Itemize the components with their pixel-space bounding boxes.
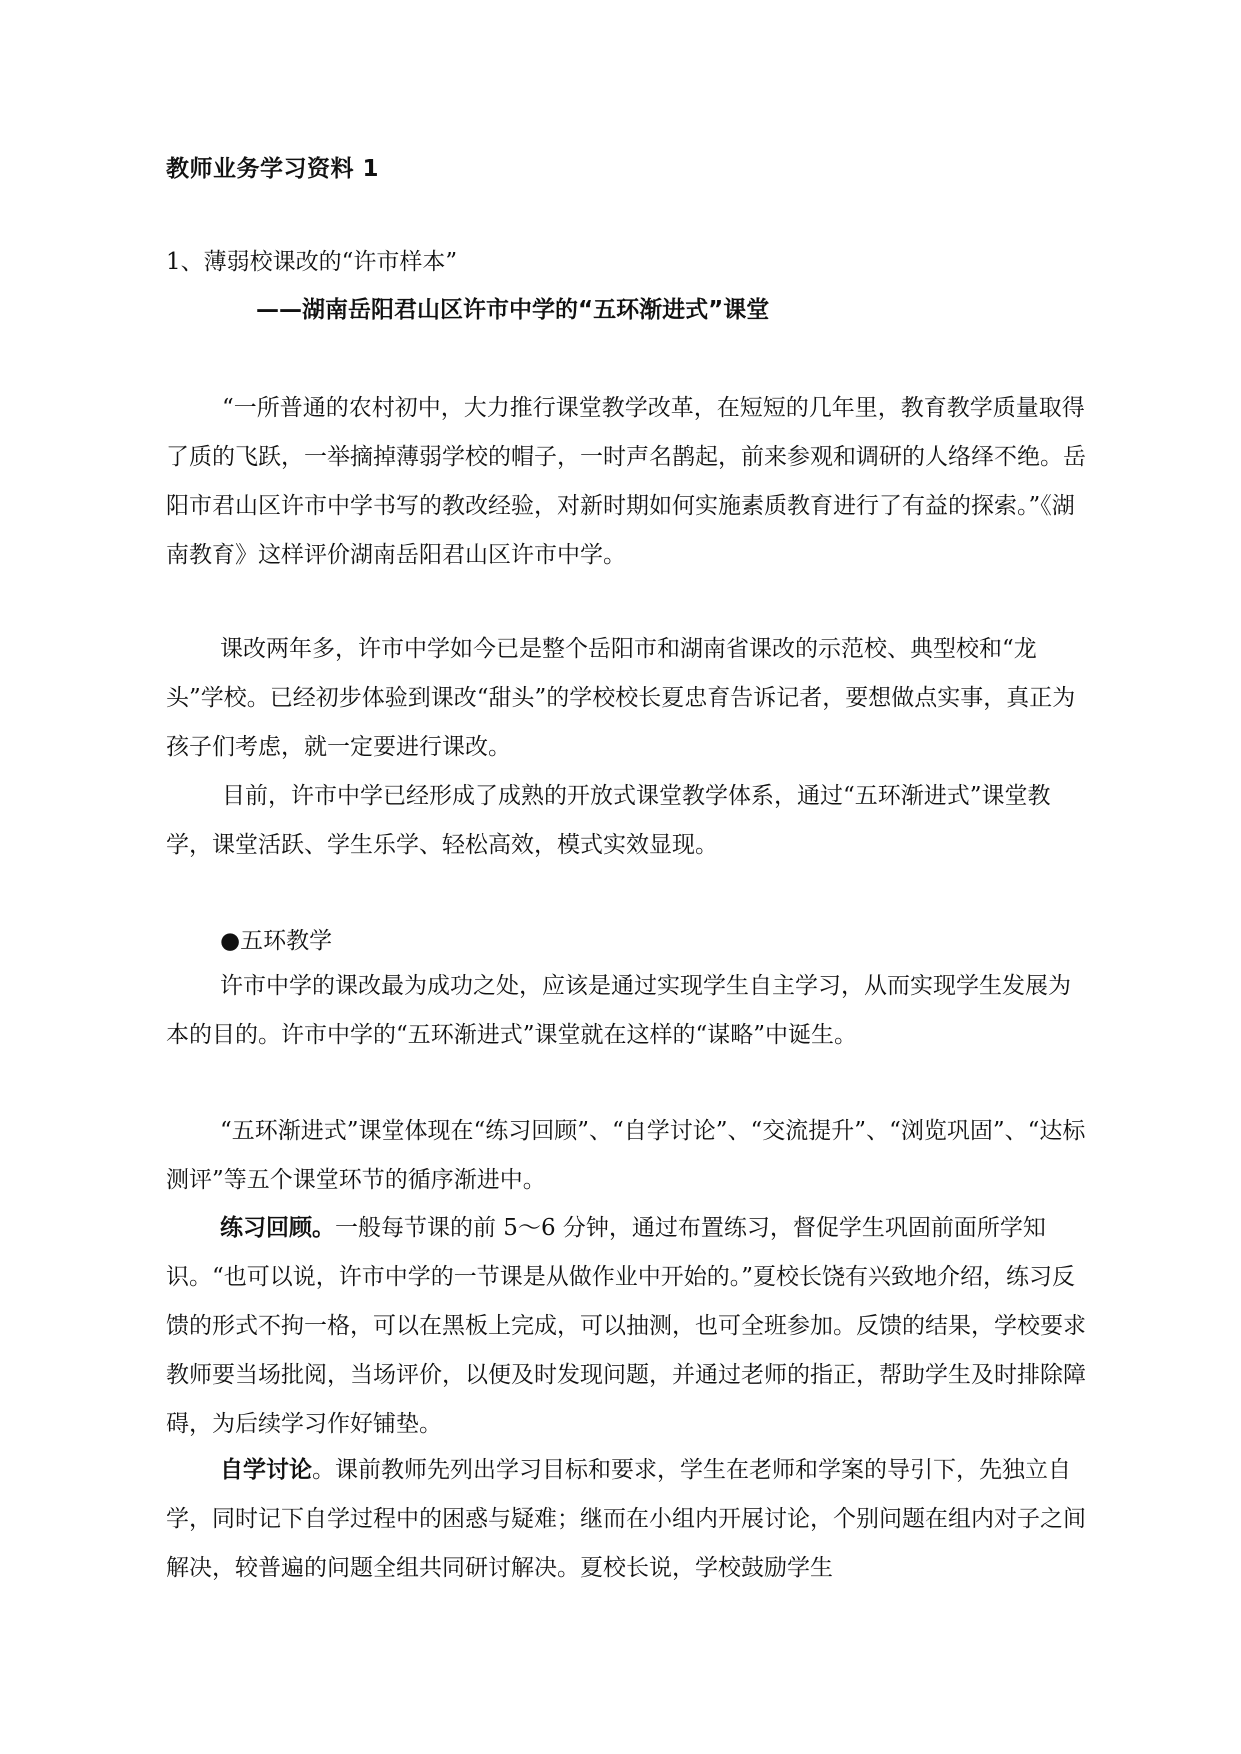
paragraph-reform-overview: 课改两年多，许市中学如今已是整个岳阳市和湖南省课改的示范校、典型校和“龙头”学校。已经初步体验到课改“甜头”的学校校长夏忠育告诉记者，要想做点实事，真正为孩子们考虑，就一定要进行课改。 (166, 636, 1076, 760)
practice-review-heading: 练习回顾。 (220, 1215, 335, 1241)
self-study-text: 。课前教师先列出学习目标和要求，学生在老师和学案的导引下，先独立自学，同时记下自学过程中的困惑与疑难；继而在小组内开展讨论，个别问题在组内对子之间解决，较普遍的问题全组共同研讨解决。夏校长说，学校鼓励学生 (166, 1457, 1086, 1581)
self-study-heading: 自学讨论 (220, 1457, 312, 1483)
paragraph-success-reason: 许市中学的课改最为成功之处，应该是通过实现学生自主学习，从而实现学生发展为本的目的。许市中学的“五环渐进式”课堂就在这样的“谋略”中诞生。 (166, 973, 1071, 1048)
practice-review-text: 一般每节课的前 5～6 分钟，通过布置练习，督促学生巩固前面所学知识。“也可以说，许市中学的一节课是从做作业中开始的。”夏校长饶有兴致地介绍，练习反馈的形式不拘一格，可以在黑板上完成，可以抽测，也可全班参加。反馈的结果，学校要求教师要当场批阅，当场评价，以便及时发现问题，并通过老师的指正，帮助学生及时排除障碍，为后续学习作好铺垫。 (166, 1215, 1086, 1437)
paragraph-current-system: 目前，许市中学已经形成了成熟的开放式课堂教学体系，通过“五环渐进式”课堂教学，课堂活跃、学生乐学、轻松高效，模式实效显现。 (166, 783, 1051, 858)
paragraph-intro-quote: “一所普通的农村初中，大力推行课堂教学改革，在短短的几年里，教育教学质量取得了质的飞跃，一举摘掉薄弱学校的帽子，一时声名鹊起，前来参观和调研的人络绎不绝。岳阳市君山区许市中学书写的教改经验，对新时期如何实施素质教育进行了有益的探索。”《湖南教育》这样评价湖南岳阳君山区许市中学。 (166, 395, 1086, 568)
section-subtitle: ——湖南岳阳君山区许市中学的“五环渐进式”课堂 (256, 297, 770, 323)
section-title: 1、薄弱校课改的“许市样本” (166, 249, 458, 275)
paragraph-five-stages: “五环渐进式”课堂体现在“练习回顾”、“自学讨论”、“交流提升”、“浏览巩固”、“达标测评”等五个课堂环节的循序渐进中。 (166, 1118, 1086, 1193)
bullet-heading-five-stage: ●五环教学 (220, 928, 333, 954)
document-title: 教师业务学习资料 1 (166, 156, 380, 182)
paragraph-practice-review (166, 1204, 1092, 1449)
paragraph-self-study (166, 1446, 1092, 1593)
